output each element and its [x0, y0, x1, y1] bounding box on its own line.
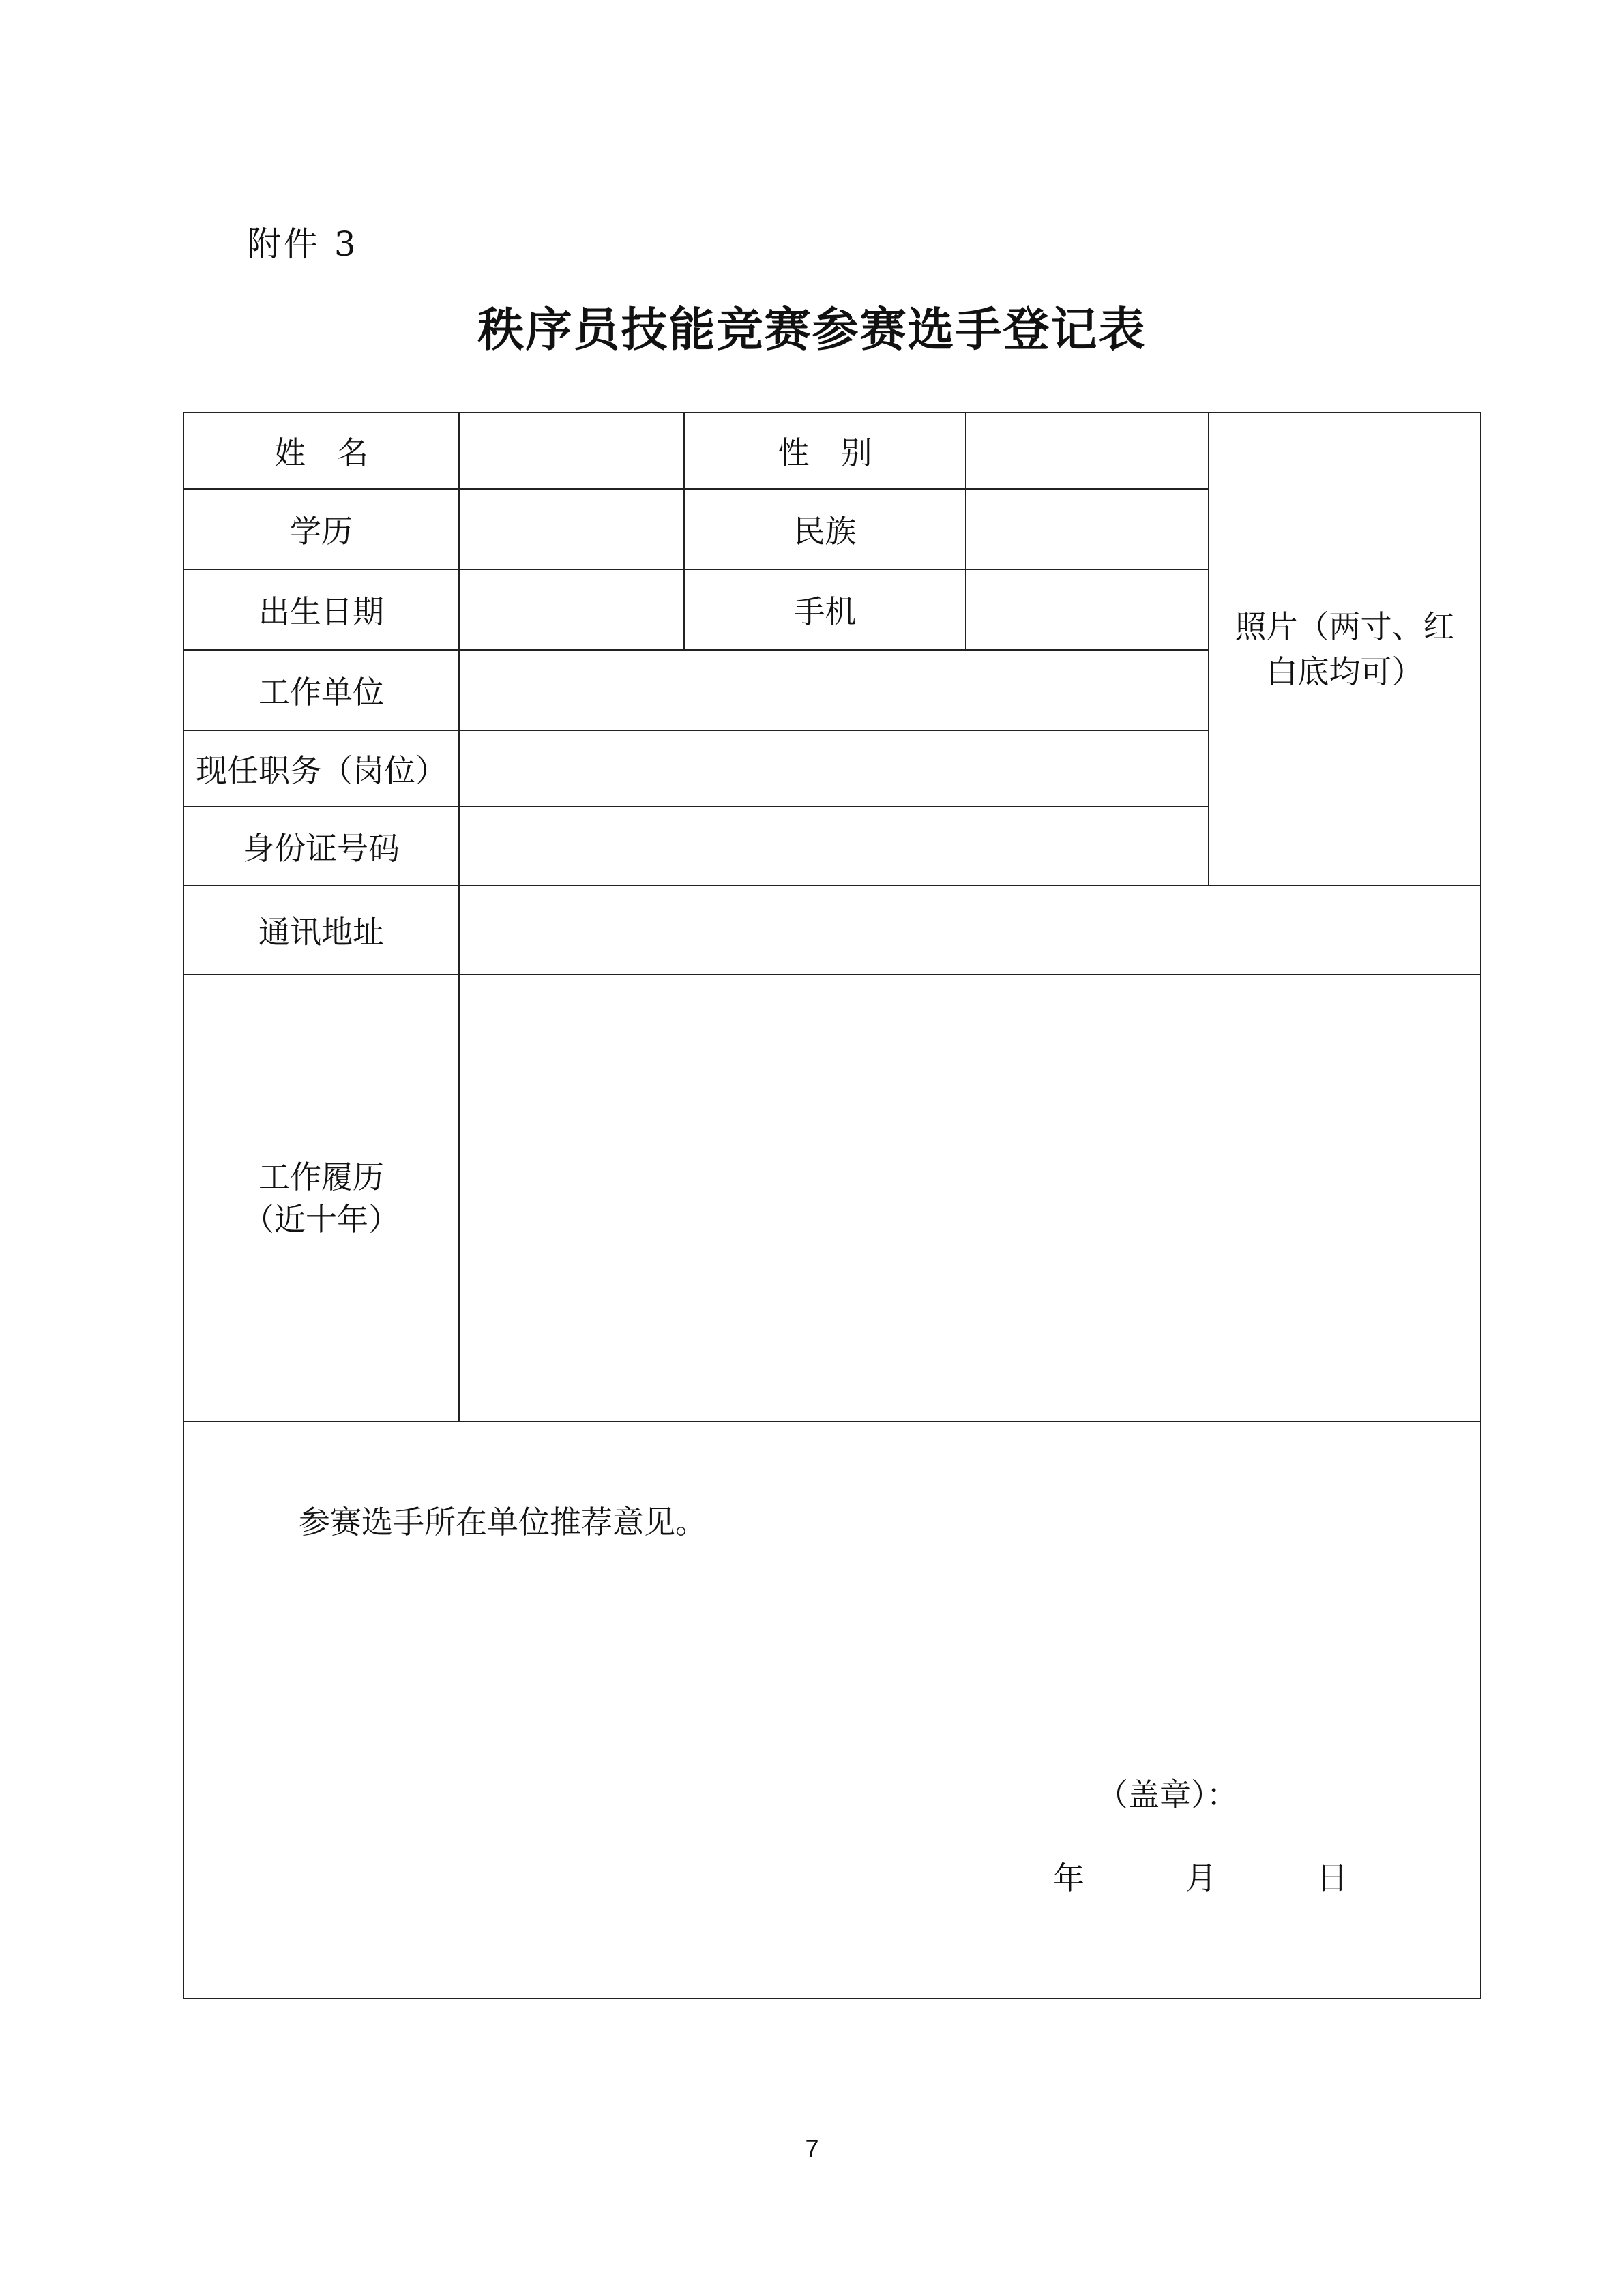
work-history-label	[183, 974, 459, 1422]
date-year-label: 年	[1053, 1860, 1084, 1896]
birthdate-field[interactable]	[459, 569, 684, 650]
work-history-field[interactable]	[459, 974, 1481, 1422]
employer-label: 工作单位	[183, 650, 459, 730]
ethnicity-label: 民族	[684, 489, 966, 569]
position-field[interactable]	[459, 730, 1209, 807]
gender-label: 性 别	[684, 413, 966, 489]
id-number-label: 身份证号码	[183, 807, 459, 886]
education-label: 学历	[183, 489, 459, 569]
education-field[interactable]	[459, 489, 684, 569]
attachment-label: 附件 3	[247, 224, 359, 264]
form-title: 秩序员技能竞赛参赛选手登记表	[477, 303, 1147, 357]
name-field[interactable]	[459, 413, 684, 489]
position-label: 现任职务（岗位）	[183, 730, 459, 807]
employer-field[interactable]	[459, 650, 1209, 730]
address-label: 通讯地址	[183, 886, 459, 974]
photo-instruction-line2: 白底均可）	[1266, 653, 1423, 690]
photo-instruction-line1: 照片（两寸、红	[1235, 608, 1455, 645]
address-field[interactable]	[459, 886, 1481, 974]
name-label: 姓 名	[183, 413, 459, 489]
date-day-label: 日	[1316, 1860, 1348, 1896]
phone-field[interactable]	[966, 569, 1209, 650]
id-number-field[interactable]	[459, 807, 1209, 886]
birthdate-label: 出生日期	[183, 569, 459, 650]
photo-box[interactable]	[1209, 413, 1481, 886]
ethnicity-field[interactable]	[966, 489, 1209, 569]
gender-field[interactable]	[966, 413, 1209, 489]
phone-label: 手机	[684, 569, 966, 650]
recommendation-box[interactable]	[183, 1422, 1481, 1999]
work-history-label-line2: （近十年）	[243, 1201, 400, 1238]
page-number: 7	[805, 2134, 819, 2162]
registration-form-table	[183, 412, 1481, 1999]
date-month-label: 月	[1185, 1860, 1217, 1896]
recommendation-prompt: 参赛选手所在单位推荐意见。	[299, 1504, 707, 1540]
seal-label: （盖章）：	[1097, 1776, 1238, 1813]
work-history-label-line1: 工作履历	[259, 1159, 384, 1195]
